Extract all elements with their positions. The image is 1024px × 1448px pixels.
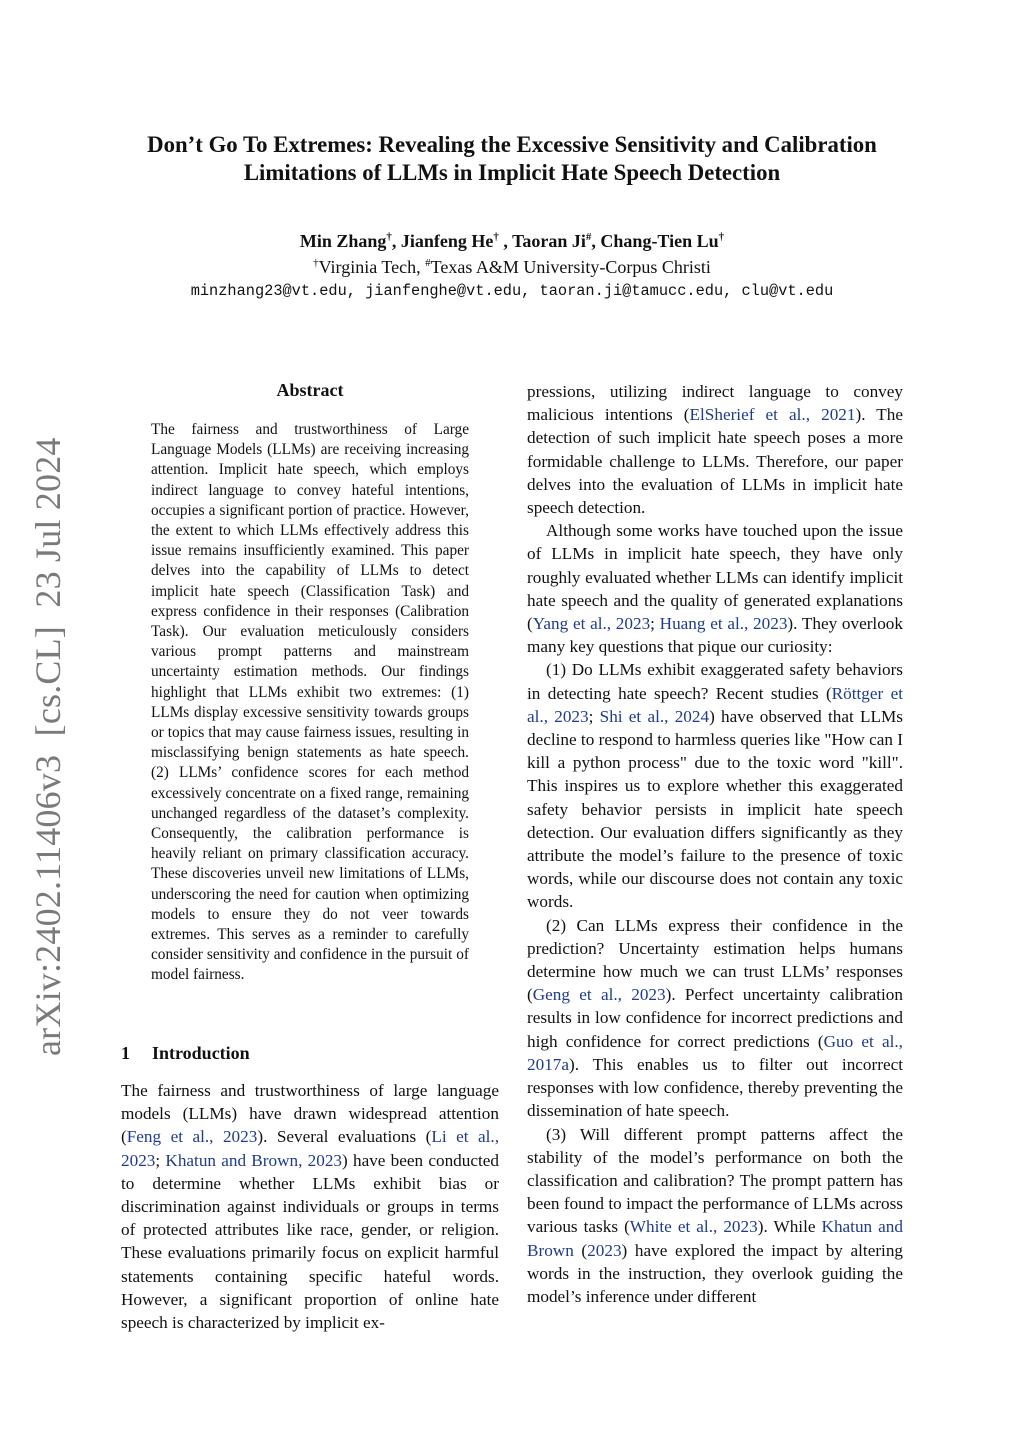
paragraph-text: Although some works have touched upon the issue of LLMs in implicit hate speech, they have only roughly evaluated whether LLMs can identify implicit hate speech and the quality of generated explanations ( [527, 521, 903, 634]
author-emails: minzhang23@vt.edu, jianfenghe@vt.edu, taoran.ji@tamucc.edu, clu@vt.edu [190, 282, 834, 300]
paragraph-text: (3) Will different prompt patterns affect the stability of the model’s performance on both the classification and calibration? The prompt pattern has been found to impact the performance of LLMs across various tasks ( [527, 1124, 903, 1237]
author-separator: , [498, 231, 513, 251]
paragraph-text: ; [588, 706, 600, 726]
intro-paragraph [527, 380, 903, 519]
arxiv-identifier: arXiv:2402.11406v3 [cs.CL] 23 Jul 2024 [28, 437, 68, 1056]
abstract-heading: Abstract [276, 380, 344, 400]
citation-link[interactable]: 2023 [587, 1240, 622, 1260]
paragraph-text: (2) Can LLMs express their confidence in the prediction? Uncertainty estimation helps humans determine how much we can trust LLMs’ responses ( [527, 915, 903, 1005]
paragraph-text: ; [155, 1150, 166, 1170]
paper-title: Don’t Go To Extremes: Revealing the Excessive Sensitivity and Calibration Limitations of LLMs in Implicit Hate Speech Detection [147, 132, 877, 185]
intro-paragraph [527, 1123, 903, 1309]
abstract-text: The fairness and trustworthiness of Large Language Models (LLMs) are receiving increasing attention. Implicit hate speech, which employs indirect language to convey hateful intentions, occupies a significant portion of practice. However, the extent to which LLMs effectively address this issue remains insufficiently examined. This paper delves into the capability of LLMs to detect implicit hate speech (Classification Task) and express confidence in their responses (Calibration Task). Our evaluation meticulously considers various prompt patterns and mainstream uncertainty estimation methods. Our findings highlight that LLMs exhibit two extremes: (1) LLMs display excessive sensitivity towards groups or topics that may cause fairness issues, resulting in misclassifying benign statements as hate speech. (2) LLMs’ confidence scores for each method excessively concentrate on a fixed range, remaining unchanged regardless of the dataset’s complexity. Consequently, the calibration performance is heavily reliant on primary classification accuracy. These discoveries unveil new limitations of LLMs, underscoring the need for caution when optimizing models to ensure they do not veer towards extremes. This serves as a reminder to carefully consider sensitivity and confidence in the pursuit of model fairness. [151, 421, 469, 984]
paragraph-text: ; [650, 614, 660, 634]
paragraph-text: ). They overlook many key questions that pique our curiosity: [527, 614, 903, 657]
affiliation-institution: Virginia Tech, [318, 257, 426, 277]
author-name: Taoran Ji [512, 231, 586, 251]
paragraph-text: ) have explored the impact by altering words in the instruction, they overlook guiding the model’s inference under different [527, 1240, 904, 1306]
affiliation-mark: † [313, 257, 319, 269]
intro-right-column [527, 380, 903, 1308]
affiliation-institution: Texas A&M University-Corpus Christi [430, 257, 711, 277]
author-affiliation-mark: † [386, 231, 392, 243]
paragraph-text: ) have been conducted to determine whether LLMs exhibit bias or discrimination against individuals or groups in terms of protected attributes like race, gender, or religion. These evaluations primarily focus on explicit harmful statements containing specific hateful words. However, a significant proportion of online hate speech is characterized by implicit ex- [121, 1150, 499, 1333]
paragraph-text: (1) Do LLMs exhibit exaggerated safety behaviors in detecting hate speech? Recent studies ( [527, 660, 903, 703]
citation-link[interactable]: Geng et al., 2023 [532, 985, 666, 1005]
paragraph-text: ). Perfect uncertainty calibration results in low confidence for incorrect predictions and high confidence for correct predictions ( [527, 985, 903, 1051]
paragraph-text: ( [573, 1240, 588, 1260]
author-list [100, 229, 924, 253]
citation-link[interactable]: Yang et al., 2023 [532, 614, 651, 634]
citation-link[interactable]: Guo et al., 2017a [527, 1031, 903, 1074]
affiliation-mark: # [425, 257, 431, 269]
author-affiliation-mark: † [493, 231, 499, 243]
section-number: 1 [121, 1043, 130, 1063]
author-affiliation-mark: † [718, 231, 725, 243]
intro-left-column [121, 1079, 499, 1334]
author-separator: , [591, 231, 601, 251]
paragraph-text: ). While [757, 1217, 822, 1237]
author-name: Jianfeng He [400, 231, 494, 251]
affiliations [100, 255, 924, 279]
citation-link[interactable]: Li et al., 2023 [121, 1127, 499, 1170]
author-name: Chang-Tien Lu [600, 231, 719, 251]
citation-link[interactable]: Shi et al., 2024 [599, 706, 710, 726]
citation-link[interactable]: ElSherief et al., 2021 [689, 405, 856, 425]
section-title: Introduction [152, 1043, 250, 1063]
citation-link[interactable]: Huang et al., 2023 [659, 614, 788, 634]
citation-link[interactable]: Khatun and Brown [527, 1217, 903, 1260]
citation-link[interactable]: White et al., 2023 [629, 1217, 758, 1237]
paragraph-text: ). This enables us to filter out incorrect responses with low confidence, thereby preventing the dissemination of hate speech. [527, 1054, 903, 1121]
author-affiliation-mark: # [585, 231, 592, 243]
intro-paragraph [527, 658, 903, 913]
paragraph-text: ). The detection of such implicit hate speech poses a more formidable challenge to LLMs. Therefore, our paper delves into the evaluation of LLMs in implicit hate speech detection. [527, 405, 904, 518]
section-heading [121, 1041, 499, 1065]
paragraph-text: ). Several evaluations ( [257, 1127, 432, 1147]
intro-paragraph [527, 914, 903, 1123]
intro-paragraph [121, 1079, 499, 1334]
paragraph-text: The fairness and trustworthiness of large language models (LLMs) have drawn widespread attention ( [121, 1081, 499, 1147]
paragraph-text: pressions, utilizing indirect language to convey malicious intentions ( [527, 382, 903, 425]
citation-link[interactable]: Khatun and Brown, 2023 [165, 1150, 343, 1170]
author-name: Min Zhang [299, 231, 387, 251]
citation-link[interactable]: Röttger et al., 2023 [527, 683, 903, 726]
intro-paragraph [527, 519, 903, 658]
citation-link[interactable]: Feng et al., 2023 [126, 1127, 258, 1147]
paragraph-text: ) have observed that LLMs decline to respond to harmless queries like "How can I kill a python process" due to the toxic word "kill". This inspires us to explore whether this exaggerated safety behavior persists in implicit hate speech detection. Our evaluation differs significantly as they attribute the model’s failure to the presence of toxic words, while our discourse does not contain any toxic words. [527, 706, 903, 912]
author-separator: , [391, 231, 401, 251]
